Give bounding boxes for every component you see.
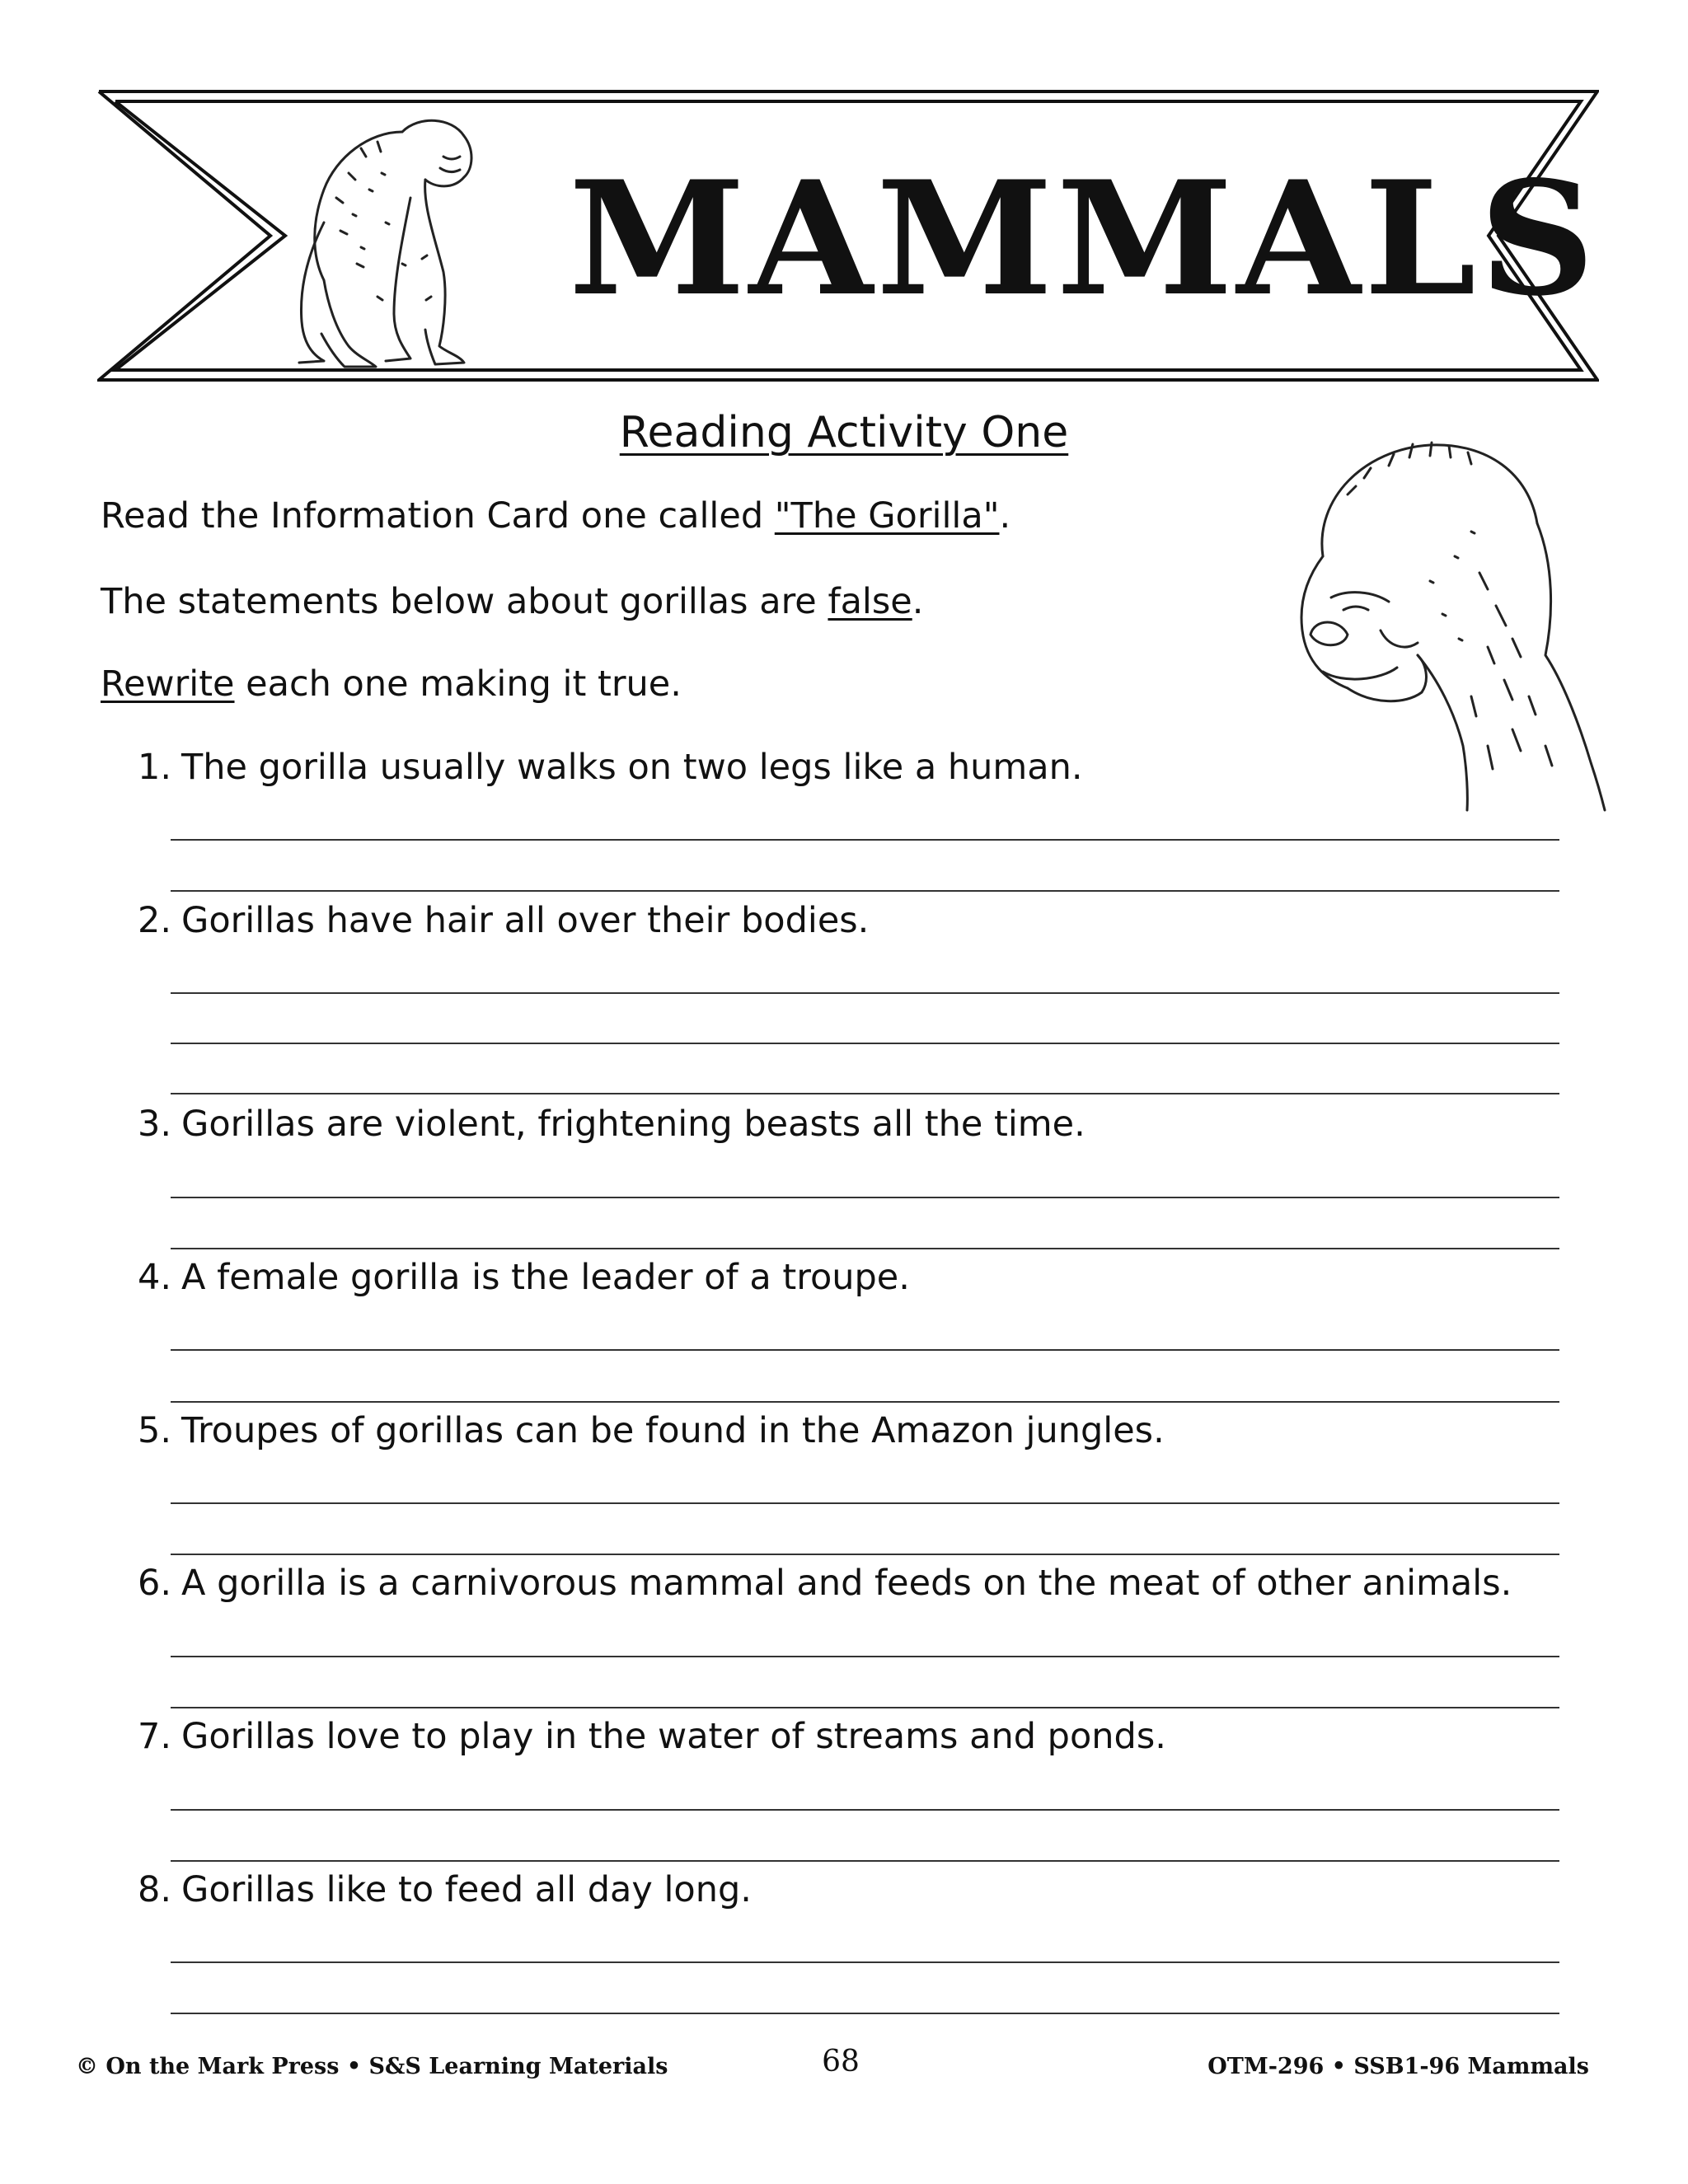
intro-line-1 <box>101 493 1010 539</box>
rewrite-emphasis: Rewrite <box>101 663 235 705</box>
answer-line[interactable] <box>171 1656 1559 1657</box>
question-text: A female gorilla is the leader of a troupe. <box>181 1257 910 1298</box>
question-number: 5. <box>137 1410 171 1451</box>
question-2 <box>107 898 869 944</box>
question-number: 7. <box>137 1716 171 1757</box>
answer-line[interactable] <box>171 992 1559 994</box>
question-number: 8. <box>137 1869 171 1910</box>
question-text: Gorillas have hair all over their bodies. <box>181 900 870 941</box>
intro-punctuation: . <box>999 495 1011 537</box>
question-text: Gorillas are violent, frightening beasts all the time. <box>181 1104 1085 1145</box>
answer-line[interactable] <box>171 2013 1559 2014</box>
answer-line[interactable] <box>171 1401 1559 1403</box>
question-number: 6. <box>137 1563 171 1604</box>
answer-line[interactable] <box>171 839 1559 841</box>
question-4 <box>107 1254 910 1301</box>
footer-publisher: © On the Mark Press • S&S Learning Materials <box>76 2054 668 2079</box>
answer-line[interactable] <box>171 1707 1559 1708</box>
answer-line[interactable] <box>171 890 1559 892</box>
card-title-link: "The Gorilla" <box>774 495 1000 537</box>
intro-punctuation: . <box>912 581 924 622</box>
intro-line-3 <box>101 661 682 707</box>
false-emphasis: false <box>828 581 912 622</box>
question-number: 1. <box>137 747 171 788</box>
question-8 <box>107 1867 752 1913</box>
answer-line[interactable] <box>171 1961 1559 1963</box>
answer-line[interactable] <box>171 1043 1559 1044</box>
intro-line-2 <box>101 579 923 625</box>
question-6 <box>107 1560 1512 1606</box>
gorilla-walking-illustration <box>279 99 509 379</box>
intro-text: each one making it true. <box>234 663 682 705</box>
question-text: Gorillas like to feed all day long. <box>181 1869 752 1910</box>
intro-text: The statements below about gorillas are <box>101 581 828 622</box>
answer-line[interactable] <box>171 1349 1559 1351</box>
answer-line[interactable] <box>171 1093 1559 1094</box>
question-number: 3. <box>137 1104 171 1145</box>
question-7 <box>107 1713 1166 1760</box>
answer-line[interactable] <box>171 1197 1559 1198</box>
question-1 <box>107 744 1083 790</box>
question-5 <box>107 1408 1165 1454</box>
gorilla-portrait-illustration <box>1265 433 1607 812</box>
question-text: The gorilla usually walks on two legs like a human. <box>181 747 1083 788</box>
question-text: Gorillas love to play in the water of streams and ponds. <box>181 1716 1166 1757</box>
answer-line[interactable] <box>171 1502 1559 1504</box>
question-text: Troupes of gorillas can be found in the Amazon jungles. <box>181 1410 1165 1451</box>
answer-line[interactable] <box>171 1248 1559 1249</box>
activity-subtitle: Reading Activity One <box>619 408 1069 457</box>
answer-line[interactable] <box>171 1860 1559 1862</box>
answer-line[interactable] <box>171 1809 1559 1811</box>
page-title: MAMMALS <box>569 147 1599 330</box>
question-text: A gorilla is a carnivorous mammal and feeds on the meat of other animals. <box>181 1563 1512 1604</box>
question-3 <box>107 1101 1085 1147</box>
page-number: 68 <box>822 2045 860 2079</box>
question-number: 2. <box>137 900 171 941</box>
intro-text: Read the Information Card one called <box>101 495 775 537</box>
answer-line[interactable] <box>171 1554 1559 1555</box>
footer-catalog: OTM-296 • SSB1-96 Mammals <box>1207 2054 1589 2079</box>
question-number: 4. <box>137 1257 171 1298</box>
